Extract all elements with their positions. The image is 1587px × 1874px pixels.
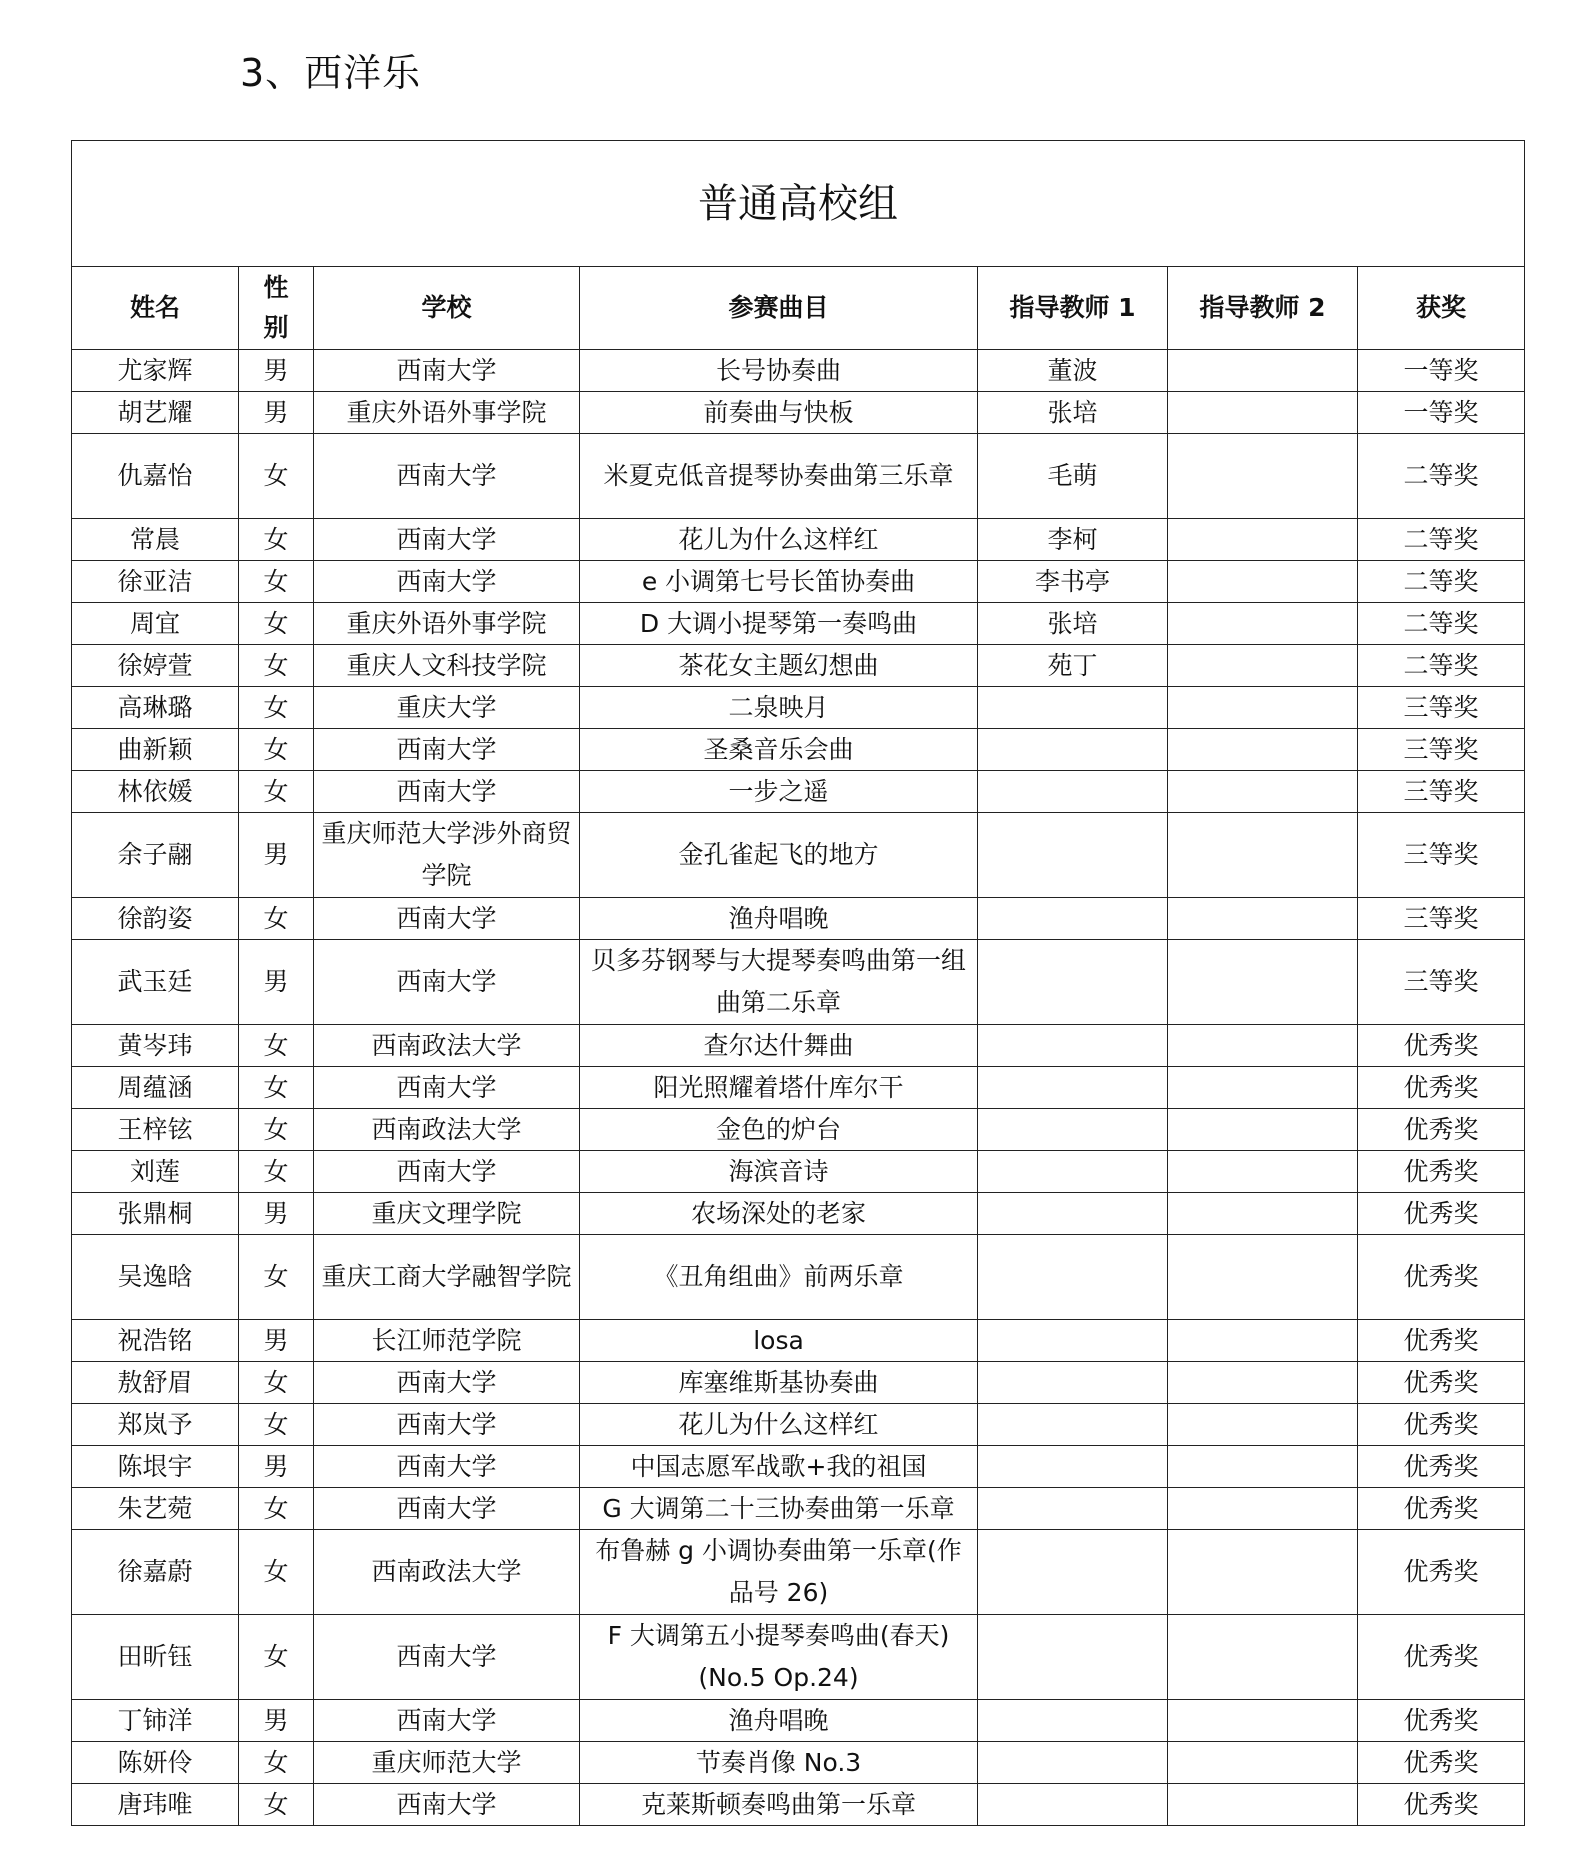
cell-school: 西南大学 <box>314 1615 580 1700</box>
cell-piece: 农场深处的老家 <box>580 1193 978 1235</box>
cell-school: 西南大学 <box>314 771 580 813</box>
cell-teacher1 <box>978 1615 1168 1700</box>
cell-piece: 花儿为什么这样红 <box>580 1404 978 1446</box>
cell-award: 优秀奖 <box>1358 1488 1525 1530</box>
table-row <box>72 1362 1525 1404</box>
cell-teacher2 <box>1168 561 1358 603</box>
cell-school: 长江师范学院 <box>314 1320 580 1362</box>
cell-name: 常晨 <box>72 519 239 561</box>
cell-piece: 查尔达什舞曲 <box>580 1025 978 1067</box>
table-row <box>72 1320 1525 1362</box>
cell-award: 优秀奖 <box>1358 1235 1525 1320</box>
table-row <box>72 1784 1525 1826</box>
cell-teacher1 <box>978 1446 1168 1488</box>
cell-school: 重庆工商大学融智学院 <box>314 1235 580 1320</box>
cell-name: 刘莲 <box>72 1151 239 1193</box>
table-row <box>72 1742 1525 1784</box>
cell-school: 西南政法大学 <box>314 1025 580 1067</box>
cell-gender: 男 <box>239 392 314 434</box>
table-row <box>72 1109 1525 1151</box>
cell-piece: e 小调第七号长笛协奏曲 <box>580 561 978 603</box>
cell-award: 三等奖 <box>1358 729 1525 771</box>
cell-award: 优秀奖 <box>1358 1109 1525 1151</box>
cell-gender: 女 <box>239 771 314 813</box>
header-piece: 参赛曲目 <box>580 267 978 350</box>
cell-school: 西南大学 <box>314 350 580 392</box>
award-table <box>71 140 1525 1826</box>
cell-piece: 阳光照耀着塔什库尔干 <box>580 1067 978 1109</box>
cell-gender: 女 <box>239 1362 314 1404</box>
table-row <box>72 392 1525 434</box>
cell-name: 胡艺耀 <box>72 392 239 434</box>
header-gender: 性 别 <box>239 267 314 350</box>
cell-school: 重庆师范大学涉外商贸学院 <box>314 813 580 898</box>
header-teacher1: 指导教师 1 <box>978 267 1168 350</box>
cell-piece: G 大调第二十三协奏曲第一乐章 <box>580 1488 978 1530</box>
cell-teacher1 <box>978 813 1168 898</box>
cell-award: 优秀奖 <box>1358 1700 1525 1742</box>
cell-name: 徐韵姿 <box>72 898 239 940</box>
cell-gender: 男 <box>239 813 314 898</box>
cell-teacher2 <box>1168 1235 1358 1320</box>
cell-piece: 渔舟唱晚 <box>580 1700 978 1742</box>
cell-piece: 布鲁赫 g 小调协奏曲第一乐章(作品号 26) <box>580 1530 978 1615</box>
cell-gender: 女 <box>239 645 314 687</box>
cell-teacher2 <box>1168 1615 1358 1700</box>
header-school: 学校 <box>314 267 580 350</box>
cell-name: 周宜 <box>72 603 239 645</box>
table-row <box>72 1615 1525 1700</box>
cell-name: 陈垠宇 <box>72 1446 239 1488</box>
cell-teacher2 <box>1168 1320 1358 1362</box>
cell-award: 二等奖 <box>1358 561 1525 603</box>
cell-teacher1: 张培 <box>978 603 1168 645</box>
table-row <box>72 813 1525 898</box>
cell-gender: 男 <box>239 1193 314 1235</box>
cell-award: 优秀奖 <box>1358 1784 1525 1826</box>
cell-gender: 女 <box>239 1151 314 1193</box>
cell-teacher2 <box>1168 1109 1358 1151</box>
cell-award: 优秀奖 <box>1358 1151 1525 1193</box>
cell-teacher1: 苑丁 <box>978 645 1168 687</box>
section-title: 3、西洋乐 <box>240 51 422 95</box>
cell-piece: 金孔雀起飞的地方 <box>580 813 978 898</box>
table-row <box>72 1193 1525 1235</box>
cell-school: 西南大学 <box>314 1067 580 1109</box>
cell-school: 西南大学 <box>314 1488 580 1530</box>
cell-teacher1 <box>978 1151 1168 1193</box>
cell-piece: losa <box>580 1320 978 1362</box>
cell-gender: 男 <box>239 940 314 1025</box>
cell-teacher1 <box>978 1404 1168 1446</box>
cell-school: 西南大学 <box>314 1700 580 1742</box>
cell-school: 西南大学 <box>314 434 580 519</box>
cell-name: 余子翮 <box>72 813 239 898</box>
cell-piece: 《丑角组曲》前两乐章 <box>580 1235 978 1320</box>
cell-award: 优秀奖 <box>1358 1742 1525 1784</box>
cell-teacher2 <box>1168 813 1358 898</box>
cell-gender: 女 <box>239 1109 314 1151</box>
cell-teacher2 <box>1168 519 1358 561</box>
cell-name: 王梓铉 <box>72 1109 239 1151</box>
table-row <box>72 771 1525 813</box>
cell-gender: 男 <box>239 350 314 392</box>
header-teacher2: 指导教师 2 <box>1168 267 1358 350</box>
cell-piece: 节奏肖像 No.3 <box>580 1742 978 1784</box>
cell-teacher1 <box>978 687 1168 729</box>
cell-teacher2 <box>1168 603 1358 645</box>
cell-teacher1: 张培 <box>978 392 1168 434</box>
header-name: 姓名 <box>72 267 239 350</box>
cell-teacher2 <box>1168 1193 1358 1235</box>
cell-teacher1 <box>978 940 1168 1025</box>
cell-gender: 女 <box>239 1067 314 1109</box>
cell-teacher2 <box>1168 687 1358 729</box>
cell-piece: 渔舟唱晚 <box>580 898 978 940</box>
cell-teacher1 <box>978 1488 1168 1530</box>
cell-piece: 长号协奏曲 <box>580 350 978 392</box>
cell-teacher2 <box>1168 1530 1358 1615</box>
cell-piece: 茶花女主题幻想曲 <box>580 645 978 687</box>
cell-teacher2 <box>1168 1700 1358 1742</box>
cell-teacher1 <box>978 771 1168 813</box>
cell-award: 优秀奖 <box>1358 1025 1525 1067</box>
cell-name: 仇嘉怡 <box>72 434 239 519</box>
cell-piece: 克莱斯顿奏鸣曲第一乐章 <box>580 1784 978 1826</box>
cell-teacher2 <box>1168 392 1358 434</box>
cell-award: 二等奖 <box>1358 603 1525 645</box>
cell-school: 西南政法大学 <box>314 1530 580 1615</box>
cell-award: 二等奖 <box>1358 645 1525 687</box>
cell-school: 西南大学 <box>314 1362 580 1404</box>
cell-piece: F 大调第五小提琴奏鸣曲(春天)(No.5 Op.24) <box>580 1615 978 1700</box>
cell-name: 祝浩铭 <box>72 1320 239 1362</box>
cell-school: 重庆师范大学 <box>314 1742 580 1784</box>
cell-award: 二等奖 <box>1358 434 1525 519</box>
cell-teacher1 <box>978 1530 1168 1615</box>
table-row <box>72 645 1525 687</box>
cell-school: 西南大学 <box>314 940 580 1025</box>
cell-teacher2 <box>1168 1362 1358 1404</box>
cell-teacher1: 李柯 <box>978 519 1168 561</box>
cell-award: 三等奖 <box>1358 687 1525 729</box>
cell-gender: 女 <box>239 603 314 645</box>
table-row <box>72 1700 1525 1742</box>
cell-piece: 米夏克低音提琴协奏曲第三乐章 <box>580 434 978 519</box>
cell-name: 朱艺菀 <box>72 1488 239 1530</box>
cell-award: 优秀奖 <box>1358 1446 1525 1488</box>
cell-teacher1 <box>978 1235 1168 1320</box>
cell-teacher2 <box>1168 645 1358 687</box>
cell-name: 高琳璐 <box>72 687 239 729</box>
cell-teacher2 <box>1168 771 1358 813</box>
cell-teacher1 <box>978 1700 1168 1742</box>
table-row <box>72 561 1525 603</box>
cell-teacher2 <box>1168 1446 1358 1488</box>
cell-name: 徐亚洁 <box>72 561 239 603</box>
cell-gender: 女 <box>239 687 314 729</box>
cell-teacher1 <box>978 1742 1168 1784</box>
table-row <box>72 1530 1525 1615</box>
cell-gender: 女 <box>239 1235 314 1320</box>
cell-piece: 二泉映月 <box>580 687 978 729</box>
cell-teacher2 <box>1168 1025 1358 1067</box>
cell-teacher2 <box>1168 1488 1358 1530</box>
cell-teacher2 <box>1168 1067 1358 1109</box>
cell-school: 西南大学 <box>314 729 580 771</box>
cell-teacher2 <box>1168 940 1358 1025</box>
table-row <box>72 940 1525 1025</box>
cell-award: 优秀奖 <box>1358 1320 1525 1362</box>
cell-name: 张鼎桐 <box>72 1193 239 1235</box>
cell-teacher1 <box>978 729 1168 771</box>
cell-name: 徐嘉蔚 <box>72 1530 239 1615</box>
cell-award: 优秀奖 <box>1358 1362 1525 1404</box>
cell-teacher1: 董波 <box>978 350 1168 392</box>
cell-school: 西南政法大学 <box>314 1109 580 1151</box>
cell-name: 陈妍伶 <box>72 1742 239 1784</box>
table-row <box>72 1446 1525 1488</box>
cell-award: 优秀奖 <box>1358 1193 1525 1235</box>
cell-name: 唐玮唯 <box>72 1784 239 1826</box>
group-title: 普通高校组 <box>72 141 1525 267</box>
cell-gender: 女 <box>239 561 314 603</box>
cell-name: 徐婷萱 <box>72 645 239 687</box>
cell-school: 重庆文理学院 <box>314 1193 580 1235</box>
cell-name: 曲新颖 <box>72 729 239 771</box>
cell-school: 重庆大学 <box>314 687 580 729</box>
cell-piece: 花儿为什么这样红 <box>580 519 978 561</box>
cell-name: 吴逸晗 <box>72 1235 239 1320</box>
cell-school: 重庆外语外事学院 <box>314 603 580 645</box>
cell-name: 田昕钰 <box>72 1615 239 1700</box>
cell-award: 一等奖 <box>1358 350 1525 392</box>
table-row <box>72 519 1525 561</box>
cell-award: 一等奖 <box>1358 392 1525 434</box>
cell-award: 三等奖 <box>1358 898 1525 940</box>
cell-piece: 海滨音诗 <box>580 1151 978 1193</box>
cell-teacher1 <box>978 1025 1168 1067</box>
cell-award: 三等奖 <box>1358 813 1525 898</box>
cell-piece: 库塞维斯基协奏曲 <box>580 1362 978 1404</box>
table-row <box>72 1404 1525 1446</box>
table-row <box>72 1067 1525 1109</box>
cell-school: 西南大学 <box>314 1784 580 1826</box>
cell-award: 优秀奖 <box>1358 1530 1525 1615</box>
cell-teacher1: 毛萌 <box>978 434 1168 519</box>
cell-school: 西南大学 <box>314 1151 580 1193</box>
header-award: 获奖 <box>1358 267 1525 350</box>
cell-gender: 女 <box>239 1742 314 1784</box>
cell-teacher1 <box>978 1067 1168 1109</box>
cell-gender: 女 <box>239 898 314 940</box>
cell-teacher2 <box>1168 1742 1358 1784</box>
cell-gender: 女 <box>239 1488 314 1530</box>
cell-teacher1 <box>978 1784 1168 1826</box>
cell-teacher1 <box>978 1109 1168 1151</box>
cell-school: 西南大学 <box>314 519 580 561</box>
cell-award: 优秀奖 <box>1358 1615 1525 1700</box>
cell-name: 尤家辉 <box>72 350 239 392</box>
cell-award: 优秀奖 <box>1358 1067 1525 1109</box>
cell-gender: 男 <box>239 1446 314 1488</box>
table-row <box>72 1235 1525 1320</box>
cell-gender: 女 <box>239 729 314 771</box>
cell-gender: 男 <box>239 1320 314 1362</box>
cell-award: 优秀奖 <box>1358 1404 1525 1446</box>
table-row <box>72 1151 1525 1193</box>
cell-name: 林依媛 <box>72 771 239 813</box>
cell-teacher2 <box>1168 434 1358 519</box>
cell-name: 敖舒眉 <box>72 1362 239 1404</box>
cell-teacher1 <box>978 1362 1168 1404</box>
cell-award: 三等奖 <box>1358 940 1525 1025</box>
header-row <box>72 267 1525 350</box>
table-row <box>72 687 1525 729</box>
cell-teacher2 <box>1168 1784 1358 1826</box>
cell-teacher2 <box>1168 898 1358 940</box>
table-row <box>72 603 1525 645</box>
cell-gender: 女 <box>239 1025 314 1067</box>
cell-school: 重庆外语外事学院 <box>314 392 580 434</box>
cell-piece: 圣桑音乐会曲 <box>580 729 978 771</box>
cell-piece: 中国志愿军战歌+我的祖国 <box>580 1446 978 1488</box>
cell-piece: 金色的炉台 <box>580 1109 978 1151</box>
table-row <box>72 434 1525 519</box>
cell-gender: 女 <box>239 1404 314 1446</box>
table-row <box>72 898 1525 940</box>
cell-teacher1 <box>978 898 1168 940</box>
cell-piece: 前奏曲与快板 <box>580 392 978 434</box>
cell-gender: 女 <box>239 1615 314 1700</box>
cell-name: 周蕴涵 <box>72 1067 239 1109</box>
cell-gender: 女 <box>239 1784 314 1826</box>
cell-name: 丁铈洋 <box>72 1700 239 1742</box>
table-row <box>72 729 1525 771</box>
cell-award: 三等奖 <box>1358 771 1525 813</box>
cell-name: 黄岑玮 <box>72 1025 239 1067</box>
cell-name: 郑岚予 <box>72 1404 239 1446</box>
table-row <box>72 1488 1525 1530</box>
cell-teacher2 <box>1168 729 1358 771</box>
table-row <box>72 350 1525 392</box>
cell-teacher2 <box>1168 1404 1358 1446</box>
cell-teacher1 <box>978 1193 1168 1235</box>
cell-school: 西南大学 <box>314 898 580 940</box>
cell-piece: 一步之遥 <box>580 771 978 813</box>
cell-gender: 女 <box>239 434 314 519</box>
cell-school: 西南大学 <box>314 1446 580 1488</box>
cell-teacher2 <box>1168 350 1358 392</box>
table-row <box>72 1025 1525 1067</box>
cell-award: 二等奖 <box>1358 519 1525 561</box>
cell-piece: 贝多芬钢琴与大提琴奏鸣曲第一组曲第二乐章 <box>580 940 978 1025</box>
cell-name: 武玉廷 <box>72 940 239 1025</box>
cell-gender: 女 <box>239 519 314 561</box>
cell-teacher1: 李书亭 <box>978 561 1168 603</box>
cell-teacher1 <box>978 1320 1168 1362</box>
cell-school: 重庆人文科技学院 <box>314 645 580 687</box>
cell-school: 西南大学 <box>314 1404 580 1446</box>
cell-piece: D 大调小提琴第一奏鸣曲 <box>580 603 978 645</box>
cell-gender: 男 <box>239 1700 314 1742</box>
cell-school: 西南大学 <box>314 561 580 603</box>
cell-teacher2 <box>1168 1151 1358 1193</box>
cell-gender: 女 <box>239 1530 314 1615</box>
